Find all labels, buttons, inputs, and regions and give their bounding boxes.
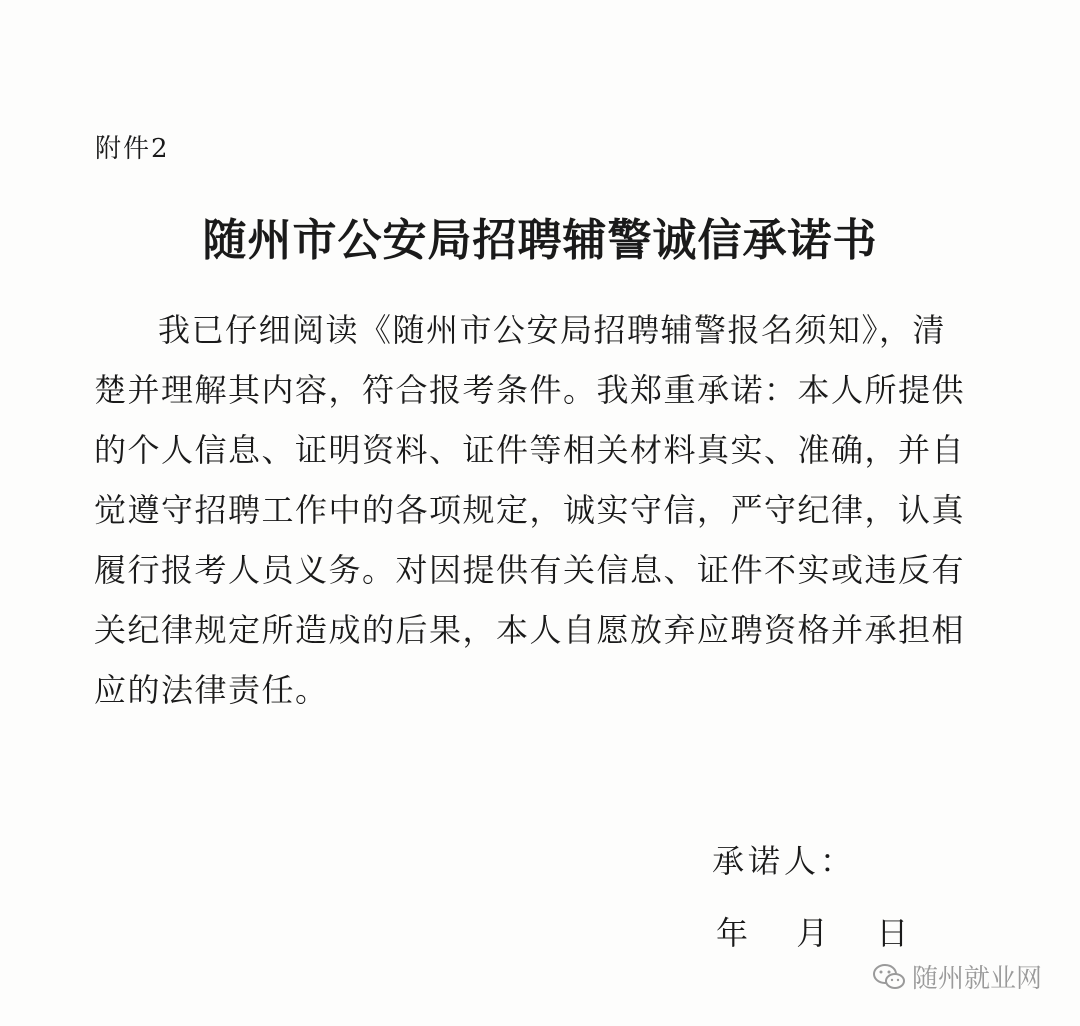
watermark (872, 958, 1042, 995)
document-title: 随州市公安局招聘辅警诚信承诺书 (202, 215, 878, 266)
wechat-icon (872, 963, 906, 991)
body-line: 关纪律规定所造成的后果，本人自愿放弃应聘资格并承担相 (94, 611, 966, 649)
body-line: 应的法律责任。 (94, 671, 329, 709)
signer-label: 承诺人： (712, 842, 857, 880)
attachment-label: 附件2 (95, 134, 170, 164)
date-day: 日 (876, 914, 909, 952)
body-line: 楚并理解其内容，符合报考条件。我郑重承诺：本人所提供 (94, 371, 966, 409)
body-line: 的个人信息、证明资料、证件等相关材料真实、准确，并自 (94, 431, 966, 469)
date-year: 年 (716, 914, 749, 952)
body-line: 履行报考人员义务。对因提供有关信息、证件不实或违反有 (94, 551, 966, 589)
body-line: 我已仔细阅读《随州市公安局招聘辅警报名须知》，清 (158, 311, 947, 349)
date-row (716, 908, 946, 954)
date-month: 月 (796, 914, 829, 952)
pledge-body (94, 300, 994, 720)
watermark-text: 随州就业网 (912, 964, 1043, 994)
body-line: 觉遵守招聘工作中的各项规定，诚实守信，严守纪律，认真 (94, 491, 966, 529)
